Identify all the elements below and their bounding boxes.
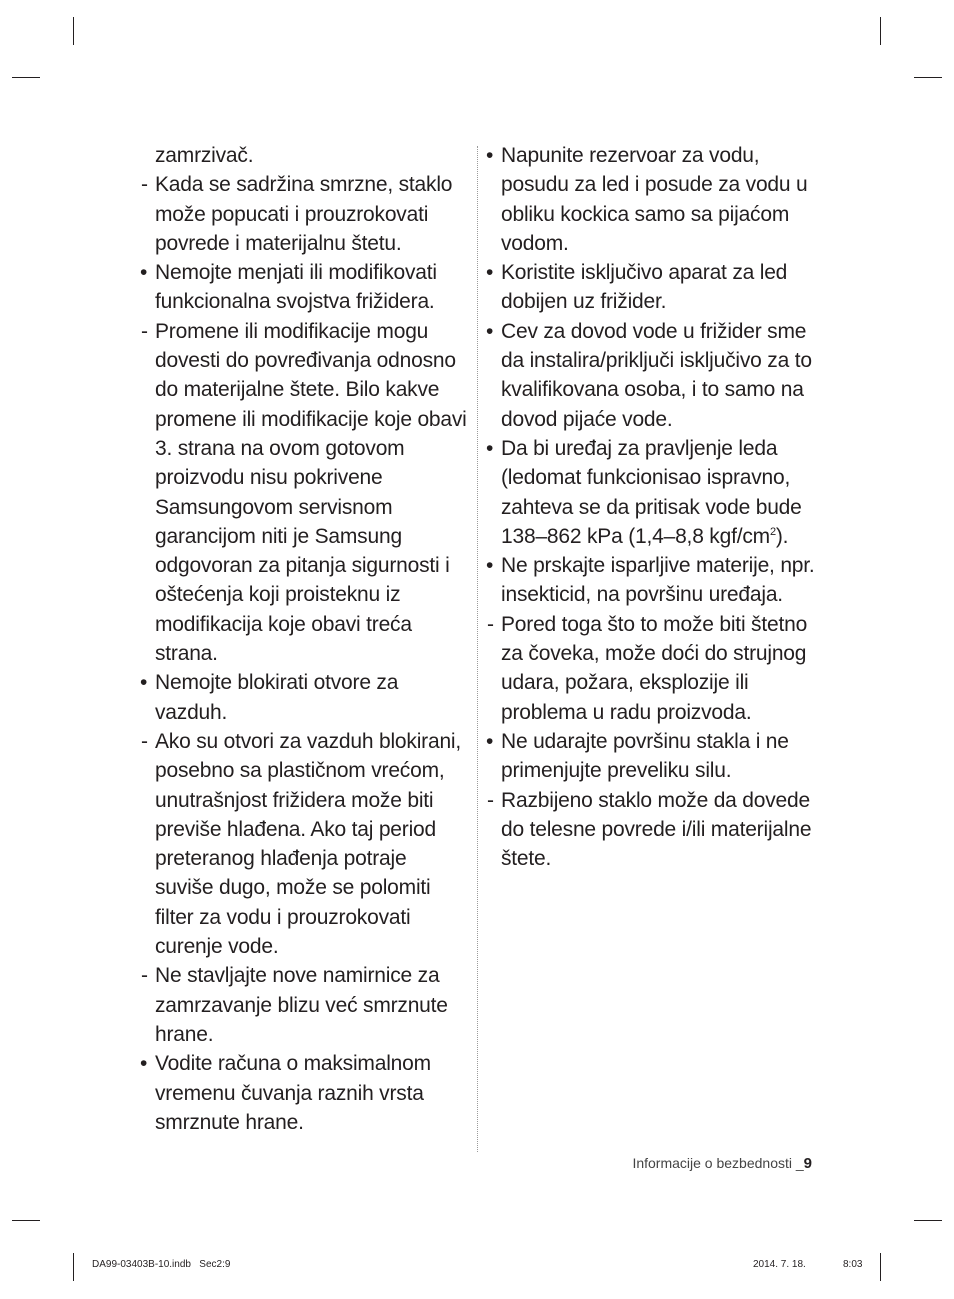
right-column (486, 141, 821, 873)
bullet-item: • Vodite računa o maksimalnom vremenu čuvanja raznih vrsta smrznute hrane. (140, 1052, 431, 1134)
bullet-item: • Ne prskajte isparljive materije, npr. insekticid, na površinu uređaja. (486, 554, 815, 607)
page-footer (632, 1155, 812, 1172)
bullet-item: • Koristite isključivo aparat za led dobijen uz frižider. (486, 261, 788, 314)
bullet-item: • Ne udarajte površinu stakla i ne primenjujte preveliku silu. (486, 729, 789, 783)
crop-mark (880, 1253, 881, 1281)
slug-time: 8:03 (843, 1259, 863, 1270)
crop-mark (880, 17, 881, 45)
dash-item: - Ako su otvori za vazduh blokirani, posebno sa plastičnom vrećom, unutrašnjost frižidera može biti previše hlađena. Ako taj period preteranog hlađenja potraje suviše dugo, može se polomiti filter za vodu i prouzrokovati curenje vode. (141, 729, 462, 959)
crop-mark (914, 1220, 942, 1221)
crop-mark (73, 1253, 74, 1281)
dash-item: - Pored toga što to može biti štetno za čoveka, može doći do strujnog udara, požara, eksplozije ili problema u radu proizvoda. (487, 612, 808, 724)
slug-file: DA99-03403B-10.indb Sec2:9 (92, 1259, 231, 1270)
bullet-item: • Cev za dovod vode u frižider sme da instalira/priključi isključivo za to kvalifikovana osoba, i to samo na dovod pijaće vode. (486, 319, 812, 431)
page-number: 9 (803, 1155, 812, 1172)
bullet-item: • Nemojte menjati ili modifikovati funkcionalna svojstva frižidera. (140, 261, 437, 314)
column-divider (477, 146, 478, 1152)
continuation-text: zamrzivač. (155, 144, 254, 167)
crop-mark (12, 1220, 40, 1221)
crop-mark (73, 17, 74, 45)
dash-item: - Ne stavljajte nove namirnice za zamrzavanje blizu već smrznute hrane. (141, 964, 448, 1046)
dash-item: - Razbijeno staklo može da dovede do telesne povrede i/ili materijalne štete. (487, 788, 812, 871)
crop-mark (914, 77, 942, 78)
section-label: Informacije o bezbednosti _ (632, 1155, 804, 1171)
crop-mark (12, 77, 40, 78)
bullet-item: • Napunite rezervoar za vodu, posudu za led i posude za vodu u obliku kockica samo sa pijaćom vodom. (486, 144, 808, 255)
dash-item: - Promene ili modifikacije mogu dovesti do povređivanja odnosno do materijalne štete. Bilo kakve promene ili modifikacije koje obavi 3. strana na ovom gotovom proizvodu nisu pokrivene Samsungovom servisnom garancijom niti je Samsung odgovoran za pitanja sigurnosti i oštećenja koji proisteknu iz modifikacija koje obavi treća strana. (141, 319, 467, 666)
bullet-item: • Da bi uređaj za pravljenje leda (ledomat funkcionisao ispravno, zahteva se da pritisak vode bude 138–862 kPa (1,4–8,8 kgf/$cm^2$). (486, 436, 802, 548)
left-column (140, 141, 470, 1137)
dash-item: - Kada se sadržina smrzne, staklo može popucati i prouzrokovati povrede i materijalnu štetu. (141, 173, 453, 255)
bullet-item: • Nemojte blokirati otvore za vazduh. (140, 671, 399, 724)
slug-date: 2014. 7. 18. (753, 1259, 806, 1270)
